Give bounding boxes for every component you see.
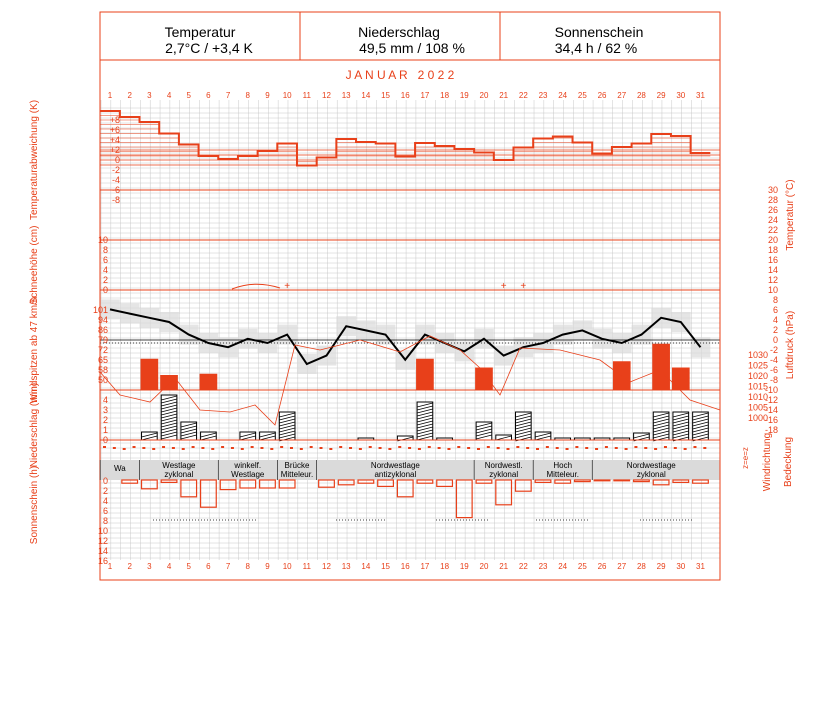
temperature-tick: 4 bbox=[772, 315, 778, 325]
snow-tick: 10 bbox=[97, 235, 108, 245]
temperature-tick: 28 bbox=[767, 195, 778, 205]
snow-trace-mark: + bbox=[520, 281, 527, 292]
temp-anomaly-tick: +4 bbox=[109, 135, 120, 145]
wind-direction-mark bbox=[516, 446, 519, 448]
temp-anomaly-tick: +6 bbox=[109, 125, 120, 135]
day-label-top: 5 bbox=[186, 91, 191, 100]
wind-direction-mark bbox=[221, 446, 224, 448]
wind-direction-mark bbox=[339, 446, 342, 448]
day-label-top: 11 bbox=[302, 91, 311, 100]
sunshine-bar bbox=[634, 480, 650, 482]
wind-direction-mark bbox=[162, 446, 165, 448]
day-label-top: 20 bbox=[479, 91, 489, 100]
sunshine-bar bbox=[614, 480, 630, 481]
wind-direction-mark bbox=[566, 448, 569, 450]
header-temperature-title: Temperatur bbox=[164, 24, 236, 40]
day-label-top: 25 bbox=[577, 91, 587, 100]
snow-tick: 4 bbox=[102, 265, 108, 275]
wind-direction-mark bbox=[201, 447, 204, 449]
wind-direction-mark bbox=[133, 446, 136, 448]
pressure-tick: 1005 bbox=[747, 402, 768, 413]
wind-direction-mark bbox=[438, 447, 441, 449]
weather-type-label: Brücke bbox=[284, 461, 310, 470]
temperature-tick: -10 bbox=[764, 385, 778, 395]
day-label-bottom: 14 bbox=[361, 562, 371, 571]
precip-bar bbox=[397, 436, 413, 440]
wind-gust-bar bbox=[475, 368, 493, 391]
wind-direction-mark bbox=[487, 446, 490, 448]
weather-type-label: Hoch bbox=[553, 461, 573, 470]
sunshine-bar bbox=[594, 480, 610, 481]
snow-tick: 0 bbox=[102, 285, 108, 295]
weather-type-label: Westlage bbox=[231, 470, 265, 479]
wind-direction-mark bbox=[556, 447, 559, 449]
day-label-top: 30 bbox=[676, 91, 686, 100]
temperature-tick: 30 bbox=[767, 185, 778, 195]
day-label-top: 29 bbox=[656, 91, 666, 100]
sunshine-bar bbox=[476, 480, 492, 483]
sunshine-bar bbox=[279, 480, 295, 488]
temperature-tick: 0 bbox=[772, 335, 778, 345]
day-label-top: 16 bbox=[400, 91, 410, 100]
wind-direction-mark bbox=[447, 448, 450, 450]
pressure-tick: 1015 bbox=[747, 381, 768, 392]
day-label-bottom: 24 bbox=[558, 562, 568, 571]
temperature-tick: 10 bbox=[767, 285, 778, 295]
day-label-top: 22 bbox=[518, 91, 528, 100]
wind-direction-mark bbox=[605, 446, 608, 448]
day-label-top: 8 bbox=[245, 91, 251, 100]
header-sunshine-title: Sonnenschein bbox=[554, 24, 644, 40]
day-label-top: 18 bbox=[440, 91, 450, 100]
wind-tick: 58 bbox=[97, 365, 108, 375]
outer-frame bbox=[97, 12, 720, 580]
sunshine-tick: 8 bbox=[102, 516, 108, 526]
temperature-tick: 12 bbox=[767, 275, 778, 285]
precip-bar bbox=[142, 432, 158, 440]
temperature-tick: 20 bbox=[767, 235, 778, 245]
wind-direction-mark bbox=[310, 446, 313, 448]
day-label-bottom: 21 bbox=[499, 562, 509, 571]
header-precipitation-title: Niederschlag bbox=[358, 24, 440, 40]
wind-tick: 79 bbox=[97, 335, 108, 345]
wind-gust-bar bbox=[416, 359, 434, 390]
sunshine-bar bbox=[397, 480, 413, 497]
day-label-bottom: 6 bbox=[206, 562, 211, 571]
temp-anomaly-tick: -2 bbox=[111, 165, 120, 175]
wind-axis-title: Windspitzen ab 47 km/h bbox=[29, 296, 40, 404]
wind-direction-mark bbox=[634, 446, 637, 448]
wind-direction-mark bbox=[526, 447, 529, 449]
pressure-tick: 1010 bbox=[747, 392, 768, 402]
day-label-top: 24 bbox=[558, 91, 568, 100]
temperature-tick: 16 bbox=[767, 255, 778, 265]
wind-direction-mark bbox=[477, 448, 480, 450]
wind-direction-mark bbox=[251, 446, 254, 448]
snow-tick: 2 bbox=[102, 275, 108, 285]
wind-direction-mark bbox=[457, 446, 460, 448]
wind-direction-mark bbox=[388, 448, 391, 450]
day-label-bottom: 23 bbox=[538, 562, 548, 571]
day-label-top: 19 bbox=[459, 91, 469, 100]
wind-tick: 72 bbox=[97, 345, 108, 355]
day-label-bottom: 10 bbox=[282, 562, 292, 571]
temperature-tick: 24 bbox=[767, 215, 778, 225]
wind-direction-mark bbox=[625, 448, 628, 450]
sunshine-bar bbox=[535, 480, 551, 482]
precip-tick: 3 bbox=[102, 405, 108, 415]
wind-direction-mark bbox=[497, 447, 500, 449]
wind-direction-mark bbox=[300, 448, 303, 450]
temperature-tick: -6 bbox=[769, 365, 778, 375]
wind-direction-mark bbox=[270, 448, 273, 450]
precip-tick: 0 bbox=[102, 435, 108, 445]
day-label-bottom: 26 bbox=[597, 562, 607, 571]
temperature-tick: -14 bbox=[764, 405, 778, 415]
day-label-bottom: 4 bbox=[166, 562, 172, 571]
day-label-bottom: 31 bbox=[696, 562, 705, 571]
wind-tick: 86 bbox=[97, 325, 108, 335]
wind-direction-mark bbox=[418, 448, 421, 450]
header-precipitation-value: 49,5 mm / 108 % bbox=[359, 40, 465, 56]
day-label-bottom: 7 bbox=[225, 562, 231, 571]
day-label-bottom: 27 bbox=[617, 562, 627, 571]
wind-gust-bar bbox=[141, 359, 159, 390]
wind-code-label: z=e=z bbox=[741, 447, 750, 469]
pressure-tick: 1025 bbox=[747, 360, 768, 371]
month-label: J A N U A R 2 0 2 2 bbox=[345, 68, 455, 82]
wind-direction-mark bbox=[408, 447, 411, 449]
temperature-tick: -2 bbox=[769, 345, 778, 355]
weather-type-label: Westlage bbox=[162, 461, 196, 470]
sunshine-bar bbox=[555, 480, 571, 483]
sunshine-tick: 0 bbox=[102, 476, 108, 486]
sunshine-tick: 16 bbox=[97, 556, 108, 566]
temp-anomaly-tick: -6 bbox=[111, 185, 120, 195]
day-label-bottom: 5 bbox=[186, 562, 191, 571]
sunshine-tick: 14 bbox=[97, 546, 108, 556]
precip-tick: 4 bbox=[102, 395, 108, 405]
wind-direction-mark bbox=[280, 446, 283, 448]
temperature-tick: 14 bbox=[767, 265, 778, 275]
wind-direction-mark bbox=[575, 446, 578, 448]
weather-type-label: Nordwestlage bbox=[626, 461, 676, 470]
wind-direction-mark bbox=[320, 447, 323, 449]
wind-direction-mark bbox=[172, 447, 175, 449]
temperature-tick: 22 bbox=[767, 225, 778, 235]
wind-tick: 50 bbox=[97, 375, 108, 385]
precip-bar bbox=[535, 432, 551, 440]
pressure-tick: 1030 bbox=[747, 350, 768, 360]
wind-direction-mark bbox=[506, 448, 509, 450]
wind-tick: 101 bbox=[92, 305, 108, 315]
sunshine-bar bbox=[122, 480, 138, 483]
wind-direction-mark bbox=[546, 446, 549, 448]
day-label-bottom: 22 bbox=[518, 562, 528, 571]
temperature-axis-title: Temperatur (°C) bbox=[785, 179, 796, 251]
sunshine-bar bbox=[417, 480, 433, 483]
sunshine-bar bbox=[515, 480, 531, 491]
snow-tick: 6 bbox=[102, 255, 108, 265]
day-label-top: 6 bbox=[206, 91, 211, 100]
day-label-top: 28 bbox=[636, 91, 646, 100]
temp-anomaly-tick: +8 bbox=[109, 115, 120, 125]
day-label-bottom: 13 bbox=[341, 562, 351, 571]
weather-type-label: Nordwestl. bbox=[484, 461, 523, 470]
temperature-tick: -8 bbox=[769, 375, 778, 385]
day-label-bottom: 18 bbox=[440, 562, 450, 571]
weather-type-label: zyklonal bbox=[636, 470, 666, 479]
snow-temp-curve bbox=[232, 284, 280, 289]
day-label-top: 31 bbox=[696, 91, 705, 100]
wind-direction-mark bbox=[467, 447, 470, 449]
precip-bar bbox=[260, 432, 276, 440]
header-temperature-value: 2,7°C / +3,4 K bbox=[165, 40, 253, 56]
wind-direction-mark bbox=[585, 447, 588, 449]
day-label-top: 2 bbox=[127, 91, 132, 100]
day-label-bottom: 3 bbox=[147, 562, 152, 571]
day-label-top: 9 bbox=[265, 91, 270, 100]
sunshine-bar bbox=[181, 480, 197, 497]
cover-title: Bedeckung bbox=[783, 436, 794, 488]
wind-direction-mark bbox=[359, 448, 362, 450]
day-label-top: 26 bbox=[597, 91, 607, 100]
day-label-bottom: 25 bbox=[577, 562, 587, 571]
wind-direction-mark bbox=[211, 448, 214, 450]
precip-tick: 1 bbox=[102, 425, 108, 435]
wind-direction-mark bbox=[595, 448, 598, 450]
temp-anomaly-tick: 0 bbox=[114, 155, 120, 165]
snow-tick: 8 bbox=[102, 245, 108, 255]
weather-type-label: zyklonal bbox=[164, 470, 194, 479]
sunshine-tick: 12 bbox=[97, 536, 108, 546]
wind-direction-mark bbox=[260, 447, 263, 449]
wind-direction-mark bbox=[703, 447, 706, 449]
day-label-top: 12 bbox=[322, 91, 331, 100]
wind-direction-mark bbox=[290, 447, 293, 449]
wind-direction-mark bbox=[379, 447, 382, 449]
wind-direction-mark bbox=[192, 446, 195, 448]
sunshine-bar bbox=[142, 480, 158, 489]
wind-direction-mark bbox=[536, 448, 539, 450]
wind-gust-bar bbox=[672, 368, 690, 391]
day-label-bottom: 17 bbox=[420, 562, 430, 571]
wind-direction-mark bbox=[615, 447, 618, 449]
wind-direction-mark bbox=[693, 446, 696, 448]
snow-trace-mark: + bbox=[500, 281, 507, 292]
day-label-bottom: 30 bbox=[676, 562, 686, 571]
wind-direction-mark bbox=[654, 448, 657, 450]
day-label-top: 23 bbox=[538, 91, 548, 100]
sunshine-tick: 10 bbox=[97, 526, 108, 536]
temp-anomaly-tick: +2 bbox=[109, 145, 120, 155]
sunshine-tick: 2 bbox=[102, 486, 108, 496]
sunshine-bar bbox=[319, 480, 335, 487]
wind-gust-bar bbox=[160, 375, 178, 390]
day-label-top: 17 bbox=[420, 91, 430, 100]
day-label-top: 27 bbox=[617, 91, 627, 100]
sunshine-bar bbox=[693, 480, 709, 483]
temperature-tick: 6 bbox=[772, 305, 778, 315]
wind-direction-mark bbox=[152, 448, 155, 450]
wind-direction-mark bbox=[103, 446, 106, 448]
day-label-bottom: 12 bbox=[322, 562, 331, 571]
sunshine-bar bbox=[358, 480, 374, 483]
day-label-bottom: 2 bbox=[127, 562, 132, 571]
temp-anomaly-axis-title: Temperaturabweichung (K) bbox=[29, 99, 40, 221]
day-label-bottom: 11 bbox=[302, 562, 311, 571]
sunshine-bar bbox=[673, 480, 689, 482]
data-layer bbox=[97, 111, 720, 520]
wind-direction-mark bbox=[231, 447, 234, 449]
temperature-tick: 26 bbox=[767, 205, 778, 215]
day-label-bottom: 20 bbox=[479, 562, 489, 571]
weather-type-label: Mitteleur. bbox=[546, 470, 579, 479]
day-label-bottom: 8 bbox=[245, 562, 251, 571]
wind-direction-mark bbox=[684, 448, 687, 450]
pressure-tick: 1000 bbox=[747, 413, 768, 423]
header bbox=[165, 24, 644, 82]
precip-tick: 2 bbox=[102, 415, 108, 425]
sunshine-bar bbox=[260, 480, 276, 488]
sunshine-tick: 4 bbox=[102, 496, 108, 506]
sunshine-bar bbox=[575, 480, 591, 482]
temp-anomaly-tick: -8 bbox=[111, 195, 120, 205]
sunshine-bar bbox=[496, 480, 512, 505]
day-label-top: 14 bbox=[361, 91, 371, 100]
wind-gust-bar bbox=[652, 344, 670, 390]
wind-gust-bar bbox=[200, 374, 218, 390]
weather-type-label: Mitteleur. bbox=[280, 470, 314, 479]
day-label-top: 1 bbox=[107, 91, 113, 100]
wind-direction-mark bbox=[398, 446, 401, 448]
temp-anomaly-tick: -4 bbox=[111, 175, 120, 185]
day-label-top: 3 bbox=[147, 91, 152, 100]
day-label-bottom: 28 bbox=[636, 562, 646, 571]
wind-direction-mark bbox=[329, 448, 332, 450]
day-label-top: 13 bbox=[341, 91, 351, 100]
weather-type-label: winkelf. bbox=[234, 461, 262, 470]
pressure-axis-title: Luftdruck (hPa) bbox=[785, 310, 796, 380]
day-label-bottom: 29 bbox=[656, 562, 666, 571]
day-label-bottom: 1 bbox=[107, 562, 113, 571]
wind-direction-mark bbox=[644, 447, 647, 449]
snow-trace-mark: + bbox=[284, 281, 291, 292]
weather-type-label: Wa bbox=[113, 464, 126, 473]
sunshine-bar bbox=[653, 480, 669, 485]
wind-direction-title: Windrichtung bbox=[762, 432, 773, 492]
temperature-tick: 2 bbox=[772, 325, 778, 335]
day-label-top: 7 bbox=[225, 91, 231, 100]
sunshine-axis-title: Sonnenschein (h) bbox=[29, 465, 40, 545]
sunshine-bar bbox=[240, 480, 256, 488]
precip-axis-title: Niederschlag (mm) bbox=[29, 382, 40, 468]
day-label-top: 15 bbox=[381, 91, 391, 100]
precip-bar bbox=[201, 432, 217, 440]
weather-type-label: zyklonal bbox=[489, 470, 519, 479]
temperature-tick: -12 bbox=[764, 395, 778, 405]
temperature-tick: 8 bbox=[772, 295, 778, 305]
temperature-tick: -16 bbox=[764, 415, 778, 425]
precip-bar bbox=[240, 432, 256, 440]
wind-direction-mark bbox=[113, 447, 116, 449]
sunshine-bar bbox=[161, 480, 177, 482]
day-label-top: 4 bbox=[166, 91, 172, 100]
sunshine-bar bbox=[456, 480, 472, 518]
day-label-bottom: 9 bbox=[265, 562, 270, 571]
wind-direction-mark bbox=[664, 446, 667, 448]
temperature-tick: -18 bbox=[764, 425, 778, 435]
wind-direction-mark bbox=[123, 448, 126, 450]
day-label-bottom: 15 bbox=[381, 562, 391, 571]
day-label-bottom: 16 bbox=[400, 562, 410, 571]
wind-tick: 94 bbox=[97, 315, 108, 325]
wind-direction-mark bbox=[241, 448, 244, 450]
sunshine-bar bbox=[338, 480, 354, 485]
day-label-bottom: 19 bbox=[459, 562, 469, 571]
sunshine-tick: 6 bbox=[102, 506, 108, 516]
snow-axis-title: Schneehöhe (cm) bbox=[29, 225, 40, 305]
temperature-tick: -4 bbox=[769, 355, 778, 365]
wind-direction-mark bbox=[674, 447, 677, 449]
weather-type-label: Nordwestlage bbox=[370, 461, 420, 470]
day-label-top: 21 bbox=[499, 91, 509, 100]
header-sunshine-value: 34,4 h / 62 % bbox=[554, 40, 638, 56]
wind-direction-mark bbox=[428, 446, 431, 448]
wind-direction-mark bbox=[142, 447, 145, 449]
wind-tick: 65 bbox=[97, 355, 108, 365]
pressure-tick: 1020 bbox=[747, 371, 768, 381]
wind-direction-mark bbox=[369, 446, 372, 448]
wind-direction-mark bbox=[349, 447, 352, 449]
temperature-tick: 18 bbox=[767, 245, 778, 255]
weather-type-label: antizyklonal bbox=[374, 470, 417, 479]
wind-direction-mark bbox=[182, 448, 185, 450]
day-label-top: 10 bbox=[282, 91, 292, 100]
